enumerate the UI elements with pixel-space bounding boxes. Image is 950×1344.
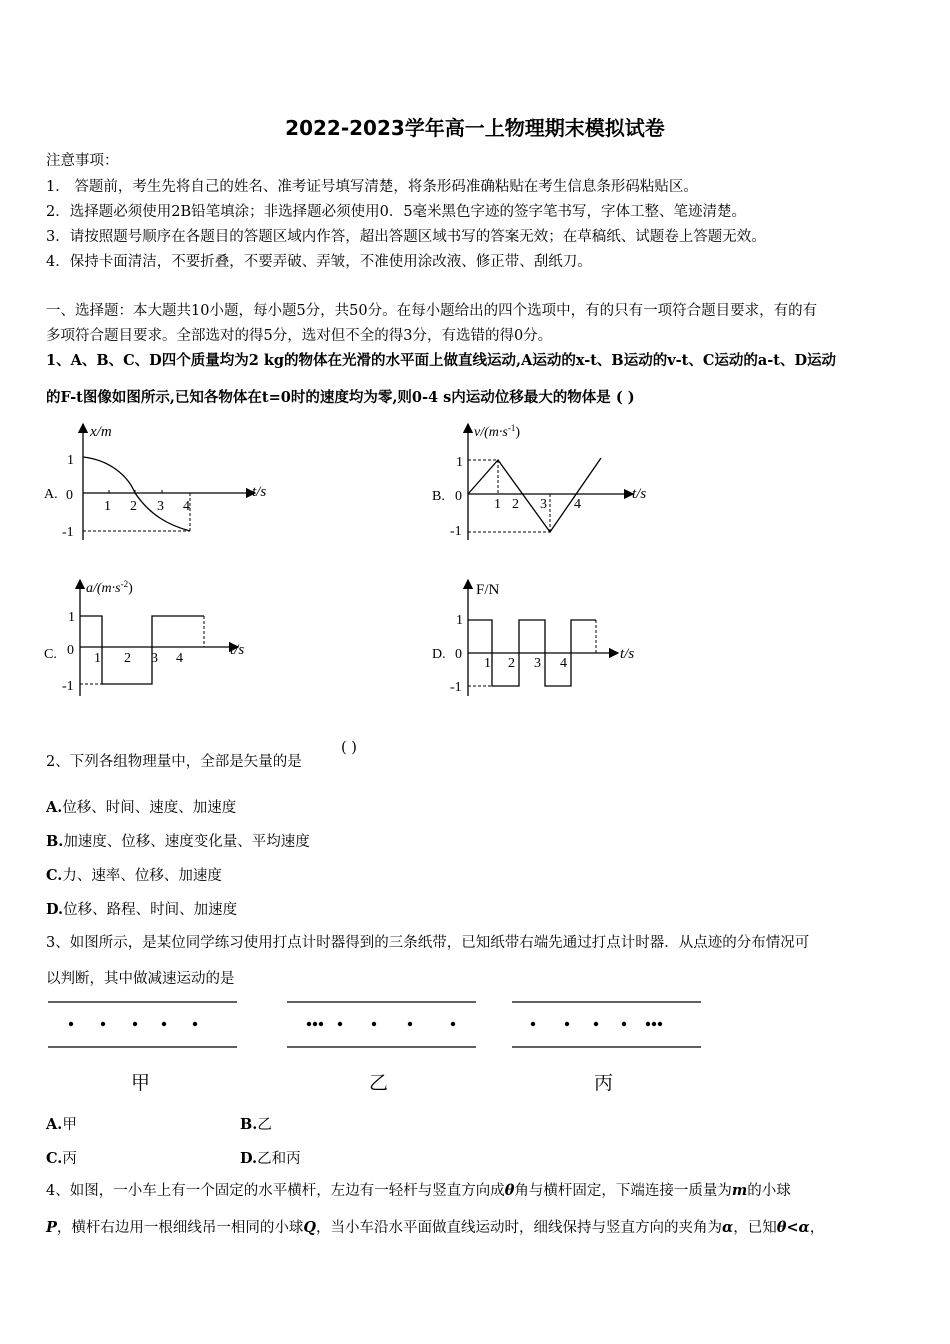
q4-text-1b: 角与横杆固定，下端连接一质量为: [514, 1183, 732, 1199]
q4-text-2b: ，当小车沿水平面做直线运动时，细线保持与竖直方向的夹角为: [316, 1220, 723, 1236]
graph-b-v-t: [428, 418, 678, 548]
notice-item-4: 4．保持卡面清洁，不要折叠，不要弄破、弄皱，不准使用涂改液、修正带、刮纸刀。: [46, 254, 592, 270]
graph-a-x-axis-label: t/s: [252, 484, 267, 500]
q3-option-d-text: 乙和丙: [257, 1151, 301, 1167]
graph-b-option-letter: B.: [432, 489, 445, 504]
q3-option-c-text: 丙: [62, 1151, 77, 1167]
graph-a-x-t: [40, 418, 290, 548]
graph-d-origin: 0: [455, 647, 462, 662]
q3-option-a-text: 甲: [62, 1117, 77, 1133]
tape-bing-dots: [531, 1022, 662, 1026]
graph-d-x-tick-3: 3: [534, 656, 541, 671]
q4-mass-m: m: [731, 1182, 748, 1199]
q3-stem-line1: 3、如图所示，是某位同学练习使用打点计时器得到的三条纸带，已知纸带右端先通过打点计时器．从点迹的分布情况可: [46, 935, 810, 951]
q4-alpha: α: [722, 1219, 734, 1236]
q4-text-2a: ，横杆右边用一根细线吊一相同的小球: [56, 1220, 304, 1236]
graph-b-x-tick-1: 1: [494, 497, 501, 512]
paper-tapes-figure: [40, 995, 720, 1060]
graph-c-x-tick-2: 2: [124, 651, 131, 666]
q3-option-c[interactable]: [46, 1147, 77, 1168]
q2-stem: 2、下列各组物理量中，全部是矢量的是: [46, 754, 302, 770]
svg-text:v/(m·s-1): [474, 423, 520, 440]
q2-option-c[interactable]: [46, 864, 222, 885]
tape-yi-dots: [307, 1022, 455, 1026]
q2-option-d-text: 位移、路程、时间、加速度: [63, 902, 238, 918]
q2-option-a-text: 位移、时间、速度、加速度: [62, 800, 237, 816]
q3-option-a-letter: A.: [46, 1116, 63, 1133]
graph-c-y-tick-1: 1: [68, 610, 75, 625]
q2-option-d[interactable]: [46, 898, 237, 919]
graph-a-x-tick-4: 4: [183, 499, 190, 514]
graph-c-y-tick-neg1: -1: [62, 679, 74, 694]
q2-answer-paren: ( ): [341, 740, 357, 756]
q1-stem-line1: 1、A、B、C、D四个质量均为2 kg的物体在光滑的水平面上做直线运动,A运动的x-t、B运动的v-t、C运动的a-t、D运动: [46, 352, 837, 369]
graph-c-y-axis-label: a/(m·s: [86, 581, 121, 596]
graph-a-x-tick-1: 1: [104, 499, 111, 514]
graph-a-origin: 0: [66, 488, 73, 503]
graph-d-y-tick-1: 1: [456, 613, 463, 628]
graph-c-option-letter: C.: [44, 647, 57, 662]
q4-condition: θ<α: [776, 1219, 810, 1236]
notice-item-2: 2．选择题必须使用2B铅笔填涂；非选择题必须使用0．5毫米黑色字迹的签字笔书写，字体工整、笔迹清楚。: [46, 204, 747, 220]
tape-label-bing: 丙: [594, 1072, 614, 1094]
graph-c-a-t: [40, 574, 290, 704]
graph-a-x-tick-2: 2: [130, 499, 137, 514]
notice-item-1: 1． 答题前，考生先将自己的姓名、准考证号填写清楚，将条形码准确粘贴在考生信息条形码粘贴区。: [46, 179, 698, 195]
graph-b-y-tick-neg1: -1: [450, 524, 462, 539]
q3-stem-line2: 以判断，其中做减速运动的是: [46, 971, 235, 987]
graph-a-y-axis-label: x/m: [90, 424, 112, 440]
graph-a-y-tick-1: 1: [67, 453, 74, 468]
q4-text-2d: ，: [809, 1220, 825, 1236]
q2-option-d-letter: D.: [46, 901, 64, 918]
graph-c-x-tick-4: 4: [176, 651, 183, 666]
section-instructions-line2: 多项符合题目要求。全部选对的得5分，选对但不全的得3分，有选错的得0分。: [46, 328, 553, 344]
graph-c-y-axis-sup: -2: [120, 579, 129, 589]
graph-b-x-tick-3: 3: [540, 497, 547, 512]
q2-option-b-text: 加速度、位移、速度变化量、平均速度: [63, 834, 310, 850]
q3-option-b[interactable]: [240, 1113, 272, 1134]
q4-text-1a: 4、如图，一小车上有一个固定的水平横杆，左边有一轻杆与竖直方向成: [46, 1183, 505, 1199]
graph-c-origin: 0: [67, 643, 74, 658]
graph-b-x-axis-label: t/s: [632, 486, 647, 502]
svg-text:a/(m·s-2): [86, 579, 133, 596]
graph-a-x-tick-3: 3: [157, 499, 164, 514]
tape-jia-dots: [69, 1022, 197, 1026]
graph-b-y-axis-end: ): [515, 425, 520, 440]
page-title: 2022-2023学年高一上物理期末模拟试卷: [285, 116, 665, 140]
graph-c-x-tick-3: 3: [151, 651, 158, 666]
graph-b-line: [468, 458, 601, 532]
graph-b-x-tick-4: 4: [574, 497, 581, 512]
graph-d-x-tick-2: 2: [508, 656, 515, 671]
graph-c-x-axis-label: t/s: [230, 642, 245, 658]
q3-option-d[interactable]: [240, 1147, 301, 1168]
q4-text-2c: ，已知: [733, 1220, 777, 1236]
graph-b-origin: 0: [455, 489, 462, 504]
q2-option-a[interactable]: [46, 796, 236, 817]
tape-label-jia: 甲: [131, 1072, 151, 1094]
q2-option-c-letter: C.: [46, 867, 63, 884]
q3-option-d-letter: D.: [240, 1150, 258, 1167]
q4-stem-line2: [46, 1218, 824, 1238]
q3-option-b-letter: B.: [240, 1116, 258, 1133]
q3-option-b-text: 乙: [257, 1117, 272, 1133]
q3-option-c-letter: C.: [46, 1150, 63, 1167]
q4-text-1c: 的小球: [747, 1183, 791, 1199]
graph-c-line: [80, 616, 204, 684]
q4-theta: θ: [504, 1182, 515, 1199]
graph-a-y-tick-neg1: -1: [62, 525, 74, 540]
graph-d-y-tick-neg1: -1: [450, 680, 462, 695]
q2-option-b[interactable]: [46, 830, 310, 851]
graph-b-y-axis-label: v/(m·s: [474, 425, 508, 440]
graph-a-curve: [83, 457, 190, 531]
graph-c-y-axis-end: ): [128, 581, 133, 596]
q4-ball-q: Q: [303, 1219, 317, 1236]
graph-c-x-tick-1: 1: [94, 651, 101, 666]
q2-option-a-letter: A.: [46, 799, 63, 816]
graph-d-option-letter: D.: [432, 647, 446, 662]
notice-item-3: 3．请按照题号顺序在各题目的答题区域内作答，超出答题区域书写的答案无效；在草稿纸、试题卷上答题无效。: [46, 229, 766, 245]
graph-d-x-tick-4: 4: [560, 656, 567, 671]
graph-b-y-tick-1: 1: [456, 455, 463, 470]
graph-a-option-letter: A.: [44, 487, 58, 502]
graph-d-f-t: [428, 574, 678, 704]
graph-d-x-tick-1: 1: [484, 656, 491, 671]
q1-stem-line2: 的F-t图像如图所示,已知各物体在t=0时的速度均为零,则0-4 s内运动位移最大的物体是 ( ): [46, 389, 635, 406]
notice-heading: 注意事项：: [46, 153, 119, 169]
q2-option-b-letter: B.: [46, 833, 64, 850]
graph-b-y-axis-sup: -1: [507, 423, 516, 433]
tape-label-yi: 乙: [369, 1072, 389, 1094]
q4-ball-p: P: [46, 1219, 57, 1236]
graph-d-y-axis-label: F/N: [476, 582, 500, 598]
graph-d-x-axis-label: t/s: [620, 646, 635, 662]
q3-option-a[interactable]: [46, 1113, 77, 1134]
section-instructions-line1: 一、选择题：本大题共10小题，每小题5分，共50分。在每小题给出的四个选项中，有的只有一项符合题目要求，有的有: [46, 303, 818, 319]
q4-stem-line1: [46, 1181, 791, 1201]
graph-b-x-tick-2: 2: [512, 497, 519, 512]
q2-option-c-text: 力、速率、位移、加速度: [62, 868, 222, 884]
